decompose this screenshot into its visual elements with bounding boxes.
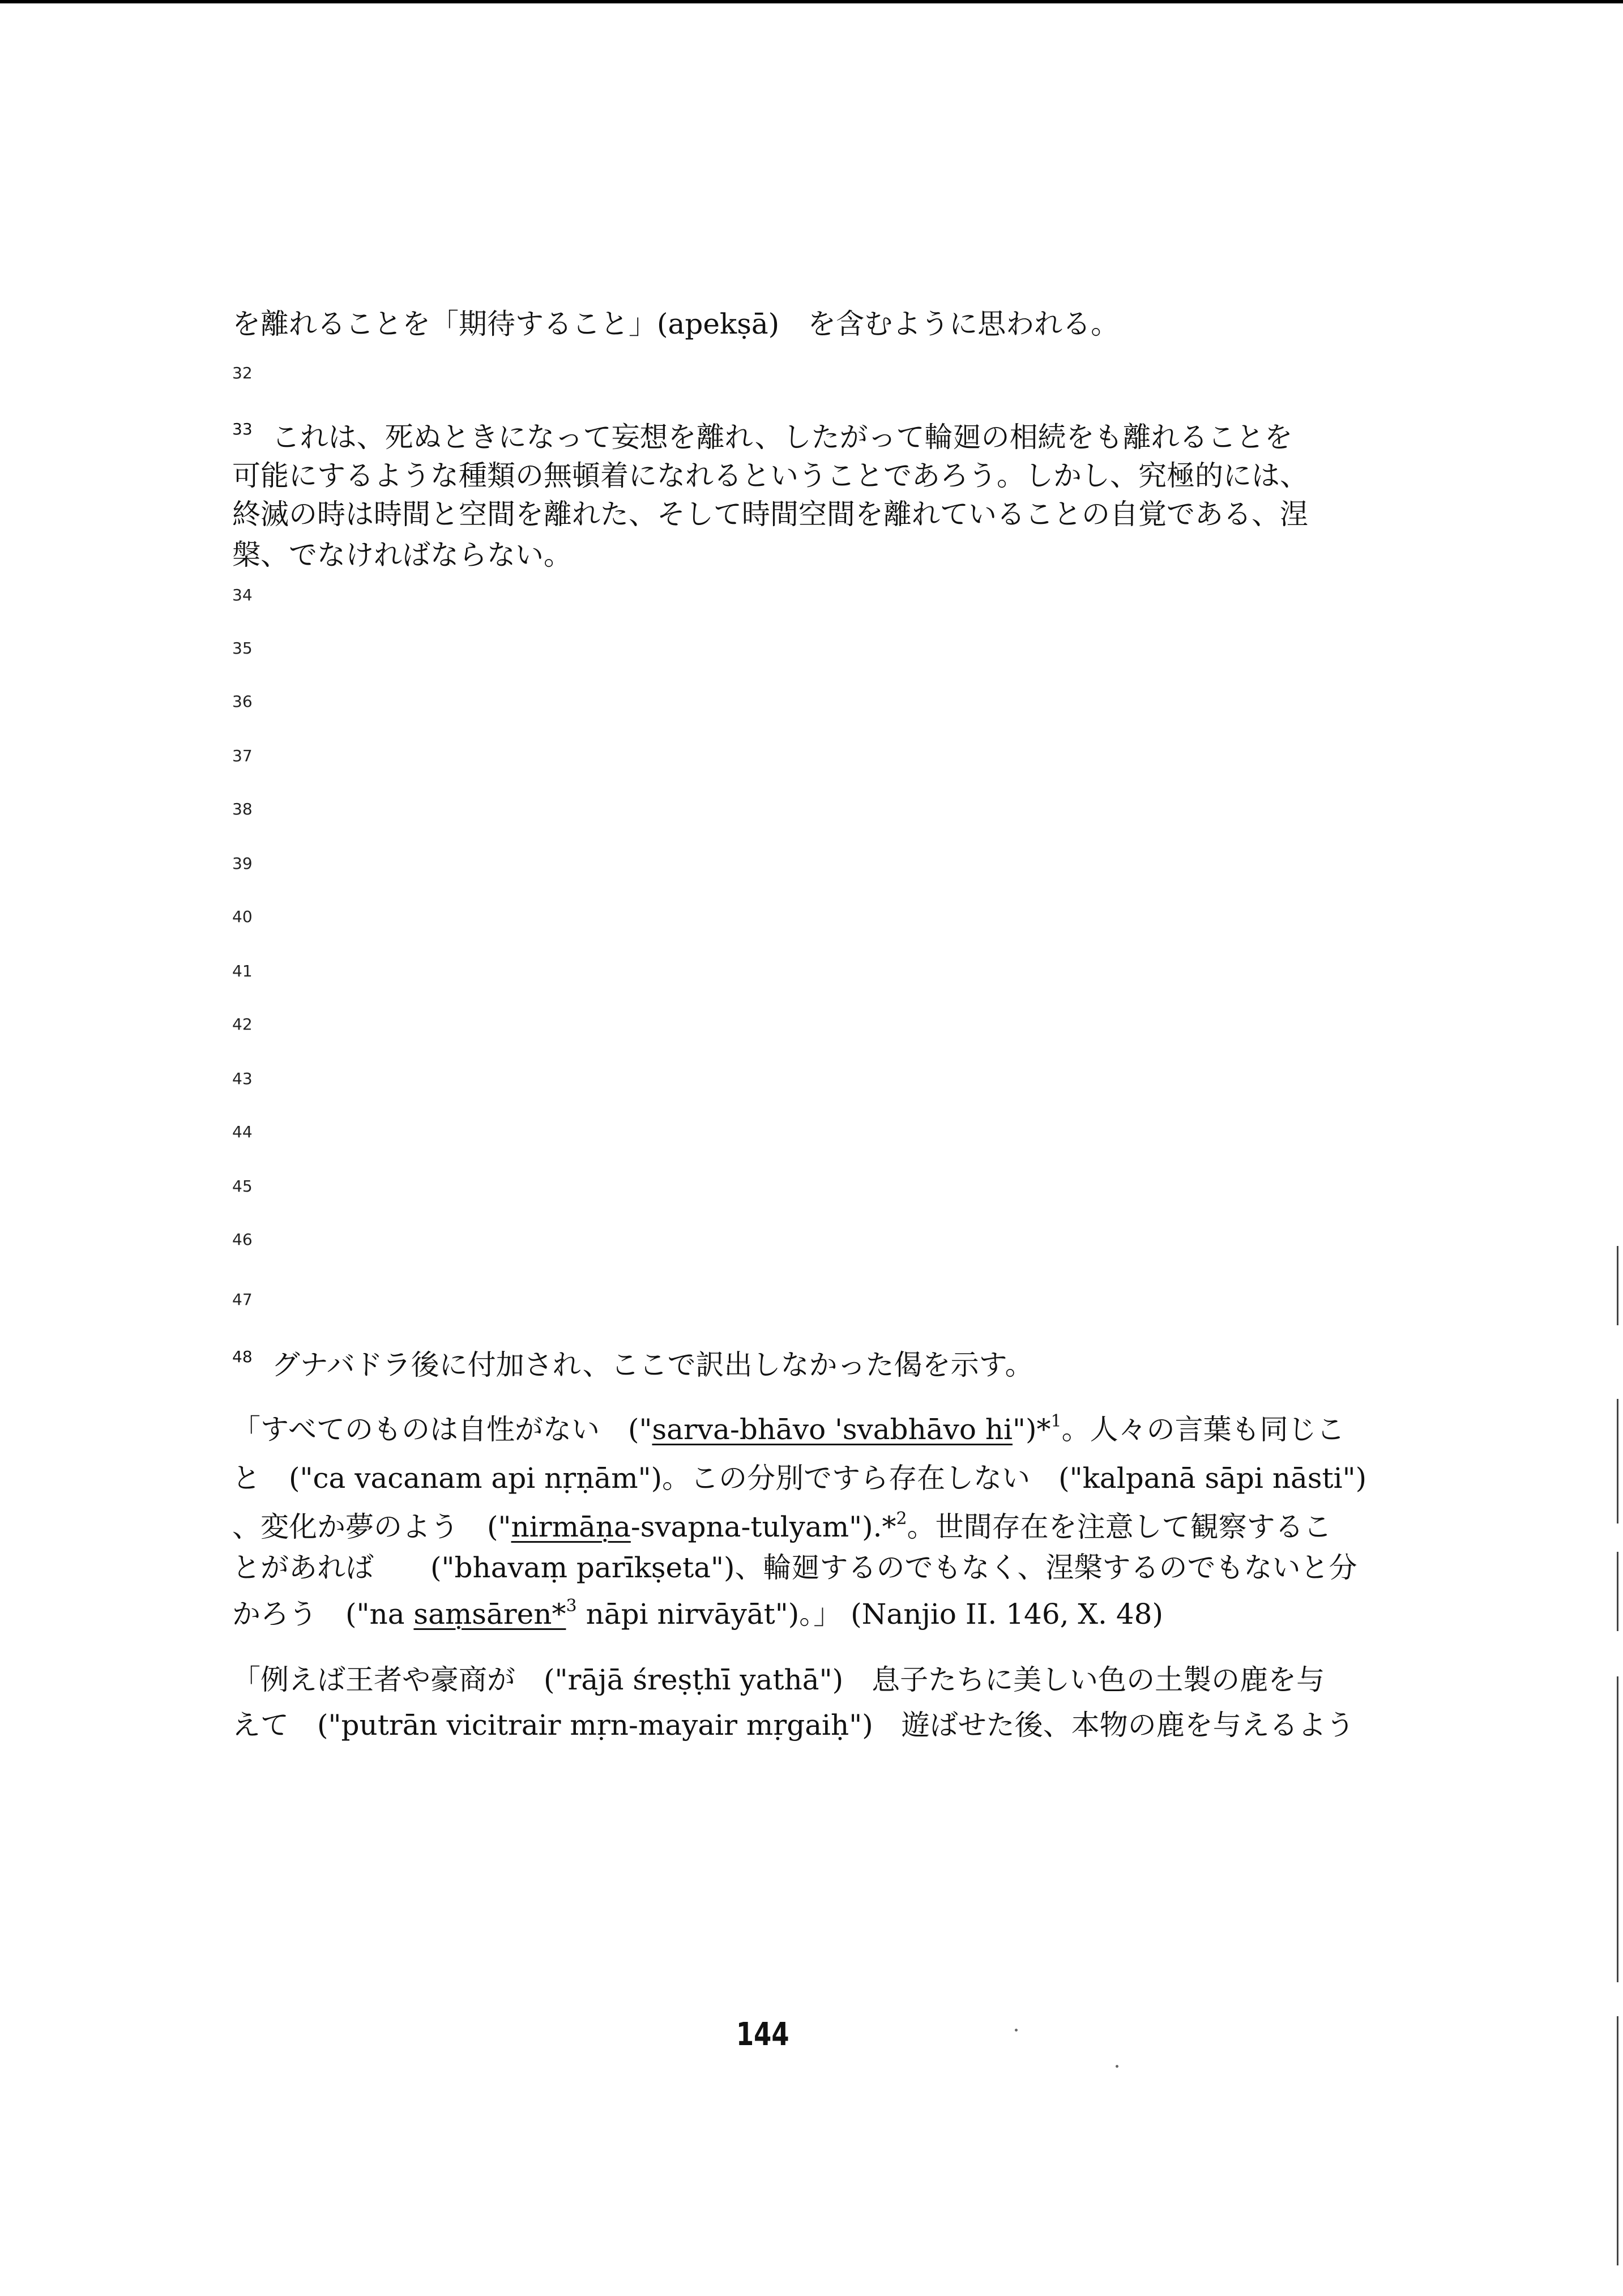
line-number: 46 <box>232 1230 253 1249</box>
underlined-term: nirmāṇa <box>511 1510 631 1543</box>
line-number: 37 <box>232 746 253 765</box>
line-number: 45 <box>232 1177 253 1196</box>
underlined-term: sarva-bhāvo 'svabhāvo hi <box>652 1413 1013 1446</box>
quote-line: えて ("putrān vicitrair mṛn-mayair mṛgaiḥ") 遊ばせた後、本物の鹿を与えるよう <box>232 1709 1355 1742</box>
text-span: かろう ("na <box>232 1598 414 1631</box>
footnote-text: これは、死ぬときになって妄想を離れ、したがって輪廻の相続をも離れることを <box>271 421 1293 454</box>
scan-edge-mark <box>1617 1552 1618 1631</box>
scan-edge-mark <box>1617 1399 1618 1523</box>
text-span: ")* <box>1013 1413 1051 1446</box>
line-number: 44 <box>232 1123 253 1141</box>
footnote-text: グナバドラ後に付加され、ここで訳出しなかった偈を示す。 <box>271 1348 1033 1381</box>
text-span: 。世間存在を注意して観察するこ <box>907 1510 1332 1543</box>
page-number: 144 <box>736 2016 789 2053</box>
line-number: 41 <box>232 962 253 980</box>
line-number: 38 <box>232 800 253 818</box>
line-number: 39 <box>232 854 253 873</box>
text-span: 「すべてのものは自性がない (" <box>232 1413 652 1446</box>
text-line: 終滅の時は時間と空間を離れた、そして時間空間を離れていることの自覚である、涅 <box>232 498 1308 531</box>
text-line: を離れることを「期待すること」(apekṣā) を含むように思われる。 <box>232 308 1120 340</box>
scan-edge-mark <box>1617 1676 1618 1982</box>
text-span: nāpi nirvāyāt")。」 (Nanjio II. 146, X. 48) <box>586 1598 1163 1631</box>
quote-line <box>232 1509 1332 1550</box>
superscript: 1 <box>1050 1411 1062 1431</box>
scan-speck <box>1015 2029 1018 2032</box>
quote-line: 「例えば王者や豪商が ("rājā śreṣṭhī yathā") 息子たちに美しい色の土製の鹿を与 <box>232 1663 1325 1696</box>
quote-line <box>232 1411 1345 1452</box>
text-line: 可能にするような種類の無頓着になれるということであろう。しかし、究極的には、 <box>232 459 1308 492</box>
line-number: 35 <box>232 639 253 658</box>
line-number: 32 <box>232 364 253 382</box>
footnote-number: 48 <box>232 1347 253 1366</box>
scan-speck <box>1116 2065 1118 2068</box>
quote-line: とがあれば ("bhavaṃ parīkṣeta")、輪廻するのでもなく、涅槃するのでもないと分 <box>232 1551 1357 1584</box>
scan-top-border <box>0 0 1623 3</box>
footnote-48-line <box>232 1347 1033 1388</box>
superscript: 2 <box>896 1509 907 1529</box>
line-number: 36 <box>232 692 253 711</box>
text-span: -svapna-tulyam").* <box>630 1510 896 1543</box>
line-number: 47 <box>232 1290 253 1309</box>
footnote-33-line <box>232 419 1293 460</box>
footnote-number: 33 <box>232 420 253 438</box>
line-number: 40 <box>232 907 253 926</box>
quote-line: と ("ca vacanam api nṛṇām")。この分別ですら存在しない ("kalpanā sāpi nāsti") <box>232 1462 1367 1495</box>
quote-line <box>232 1596 1163 1637</box>
line-number: 43 <box>232 1069 253 1088</box>
text-span: 、変化か夢のよう (" <box>232 1510 511 1543</box>
superscript: 3 <box>566 1596 577 1616</box>
text-span: 。人々の言葉も同じこ <box>1061 1413 1345 1446</box>
line-number: 34 <box>232 586 253 604</box>
text-line: 槃、でなければならない。 <box>232 539 572 571</box>
line-number: 42 <box>232 1015 253 1034</box>
underlined-term: saṃsāren* <box>413 1598 566 1631</box>
scan-edge-mark <box>1617 1246 1618 1325</box>
scan-edge-mark <box>1617 2016 1618 2265</box>
